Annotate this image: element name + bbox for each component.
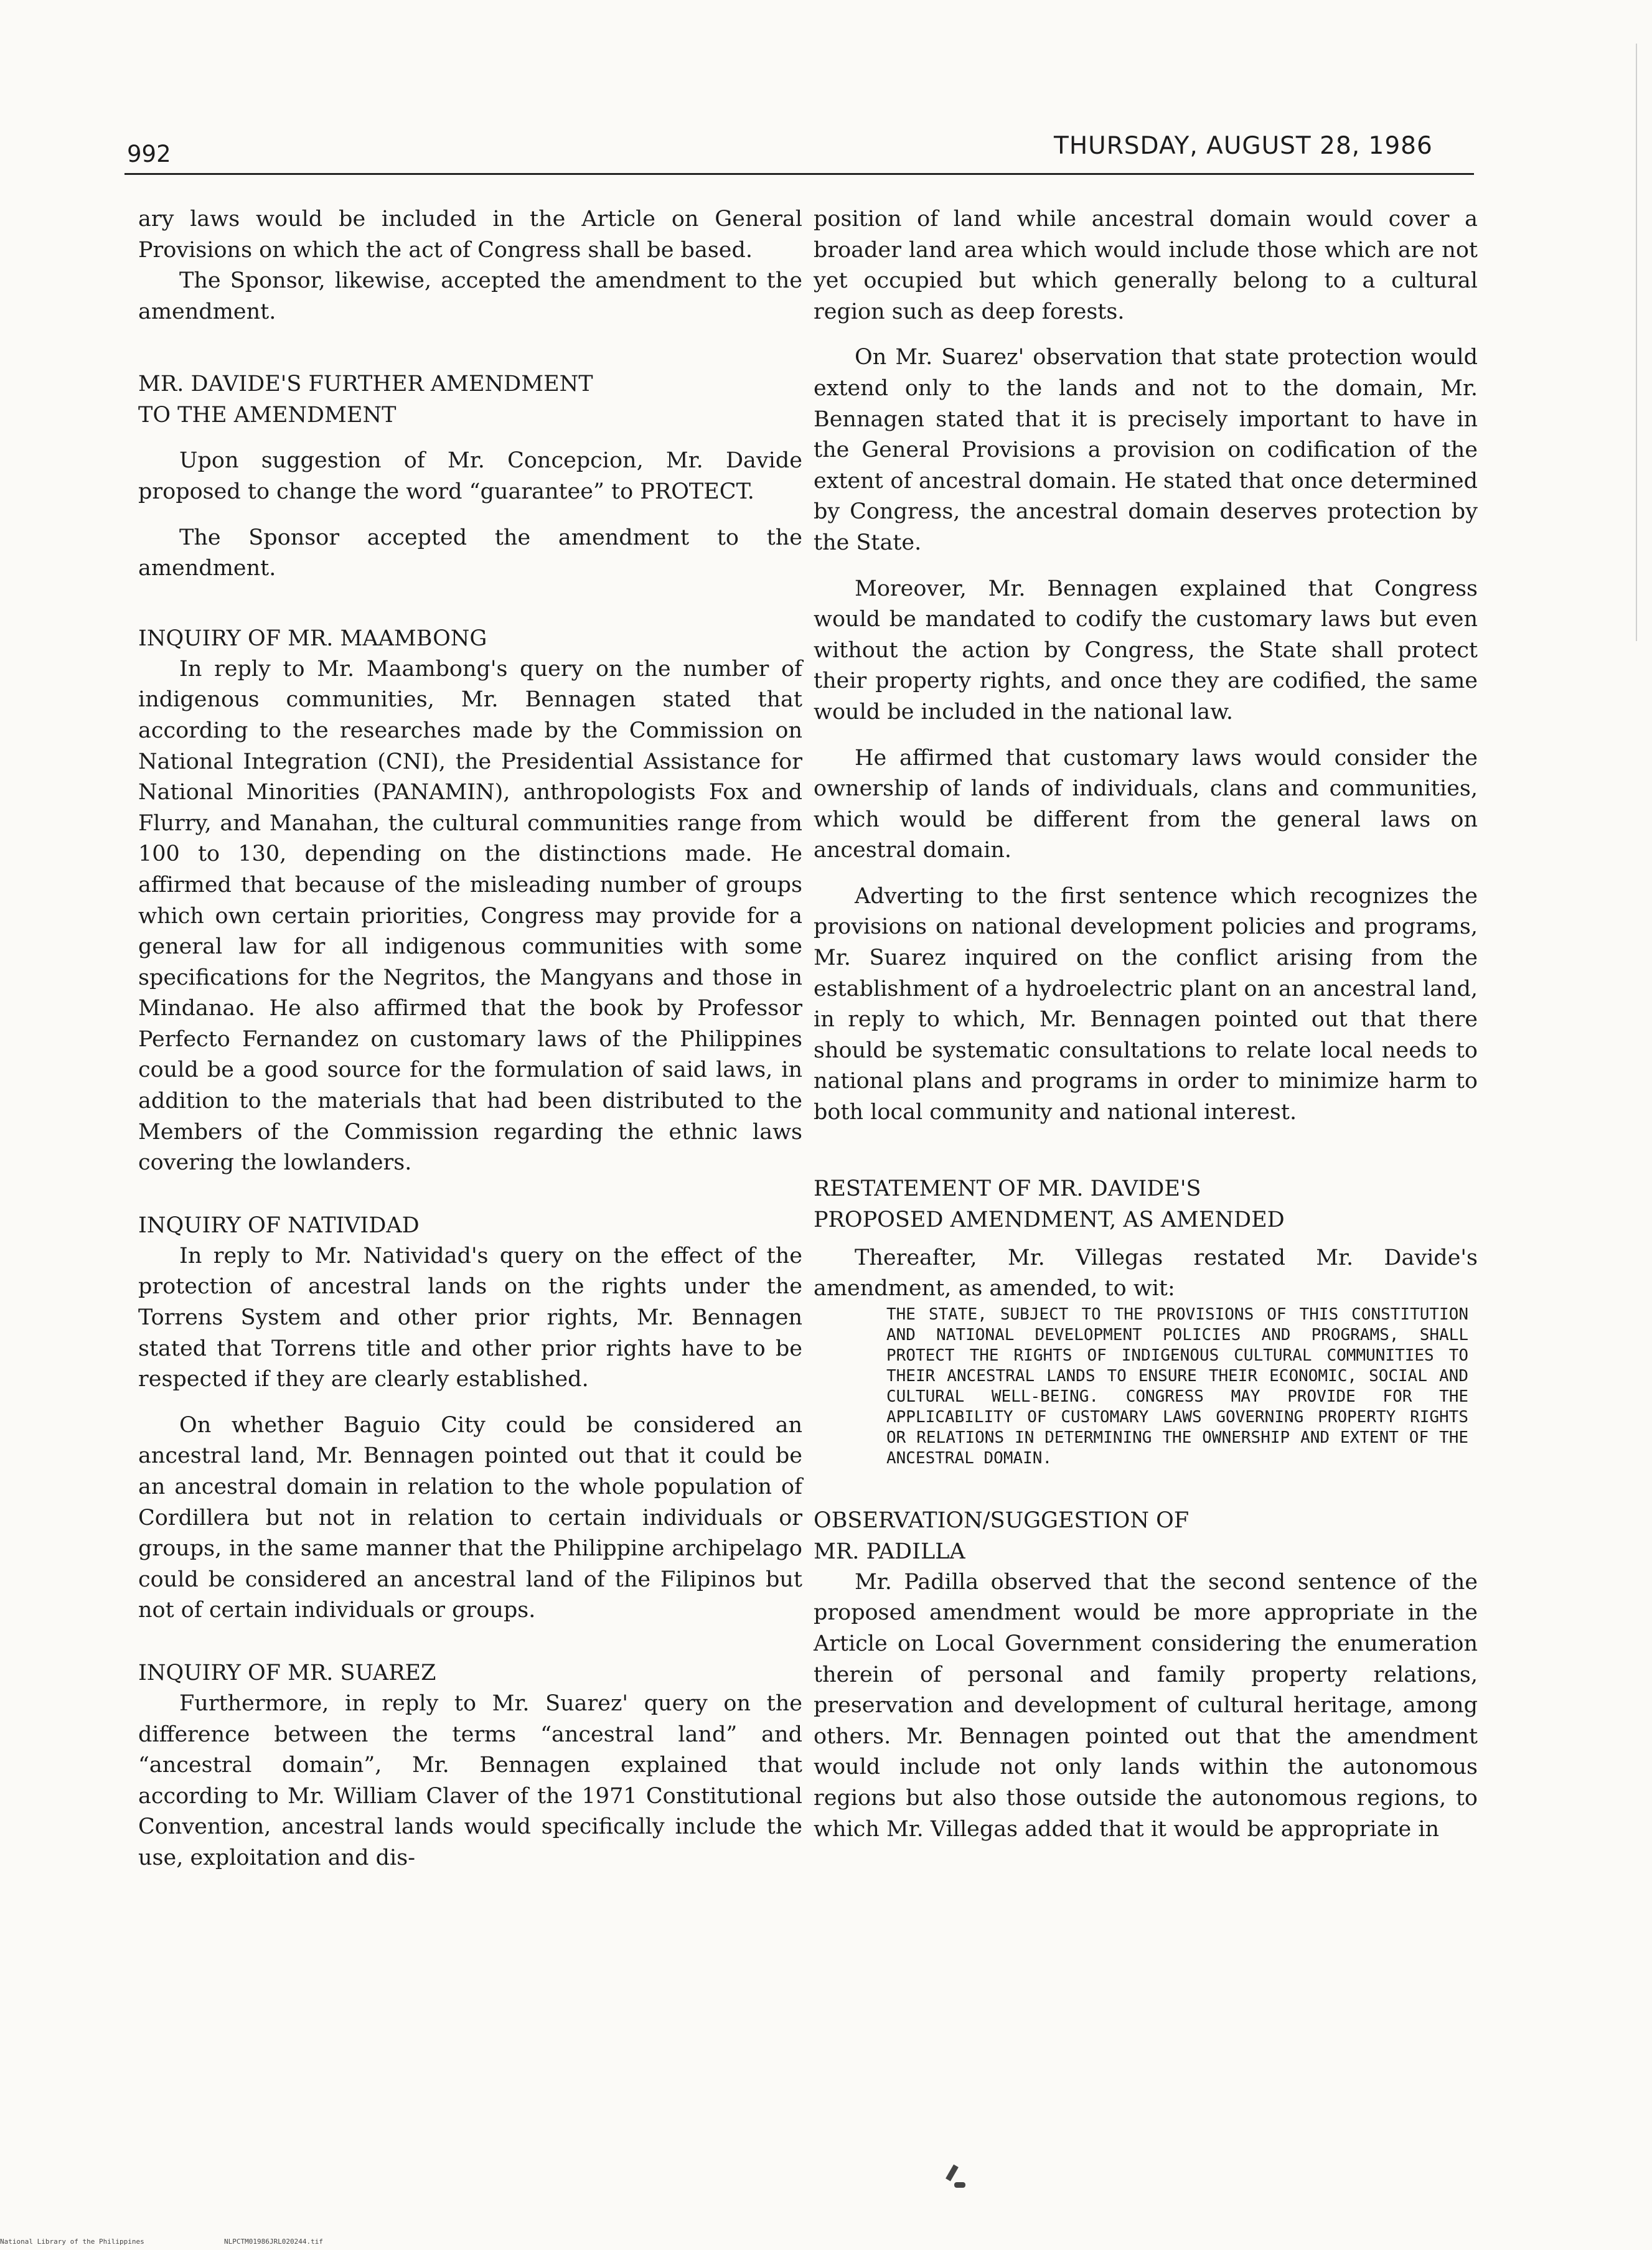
- paragraph: Thereafter, Mr. Villegas restated Mr. Davide's amendment, as amended, to wit:: [814, 1245, 1478, 1301]
- left-column: [138, 204, 802, 1874]
- paragraph: Mr. Padilla observed that the second sentence of the proposed amendment would be more appropriate in the Article on Local Government considering the enumeration therein of personal and family property relations, preservation and development of cultural heritage, among others. Mr. Bennagen pointed out that the amendment would include not only lands within the autonomous regions but also those outside the autonomous regions, to which Mr. Villegas added that it would be appropriate in: [814, 1569, 1478, 1842]
- section-heading: MR. DAVIDE'S FURTHER AMENDMENT TO THE AMENDMENT: [138, 372, 593, 428]
- paragraph: On Mr. Suarez' observation that state protection would extend only to the lands and not to the domain, Mr. Bennagen stated that it is precisely important to have in the General Provisions a provision on codification of the extent of ancestral domain. He stated that once determined by Congress, the ancestral domain deserves protection by the State.: [814, 345, 1478, 555]
- paragraph: Furthermore, in reply to Mr. Suarez' query on the difference between the terms “ancestral land” and “ancestral domain”, Mr. Bennagen explained that according to Mr. William Claver of the 1971 Constitutional Convention, ancestral lands would specifically include the use, exploitation and dis-: [138, 1690, 802, 1870]
- paragraph: In reply to Mr. Maambong's query on the number of indigenous communities, Mr. Bennagen stated that according to the researches made by the Commission on National Integration (CNI), the Presidential Assistance for National Minorities (PANAMIN), anthropologists Fox and Flurry, and Manahan, the cultural communities range from 100 to 130, depending on the distinctions made. He affirmed that because of the misleading number of groups which own certain priorities, Congress may provide for a general law for all indigenous communities with some specifications for the Negritos, the Mangyans and those in Mindanao. He also affirmed that the book by Professor Perfecto Fernandez on customary laws of the Philippines could be a good source for the formulation of said laws, in addition to the materials that had been distributed to the Members of the Commission regarding the ethnic laws covering the lowlanders.: [138, 656, 802, 1176]
- paragraph: Upon suggestion of Mr. Concepcion, Mr. Davide proposed to change the word “guarantee” to PROTECT.: [138, 448, 802, 504]
- section-heading: INQUIRY OF MR. MAAMBONG: [138, 626, 487, 651]
- section-heading: OBSERVATION/SUGGESTION OF MR. PADILLA: [814, 1507, 1190, 1564]
- paragraph: On whether Baguio City could be considered an ancestral land, Mr. Bennagen pointed out that it could be an ancestral domain in relation to the whole population of Cordillera but not in relation to certain individuals or groups, in the same manner that the Philippine archipelago could be considered an ancestral land of the Filipinos but not of certain individuals or groups.: [138, 1412, 802, 1623]
- page-date: THURSDAY, AUGUST 28, 1986: [1054, 132, 1433, 160]
- paragraph: position of land while ancestral domain would cover a broader land area which would include those which are not yet occupied but which generally belong to a cultural region such as deep forests.: [814, 207, 1478, 324]
- footer-library: National Library of the Philippines: [0, 2238, 144, 2246]
- paragraph: The Sponsor accepted the amendment to the amendment.: [138, 525, 802, 581]
- quoted-amendment: THE STATE, SUBJECT TO THE PROVISIONS OF THIS CONSTITUTION AND NATIONAL DEVELOPMENT POLICIES AND PROGRAMS, SHALL PROTECT THE RIGHTS OF INDIGENOUS CULTURAL COMMUNITIES TO THEIR ANCESTRAL LANDS TO ENSURE THEIR ECONOMIC, SOCIAL AND CULTURAL WELL-BEING. CONGRESS MAY PROVIDE FOR THE APPLICABILITY OF CUSTOMARY LAWS GOVERNING PROPERTY RIGHTS OR RELATIONS IN DETERMINING THE OWNERSHIP AND EXTENT OF THE ANCESTRAL DOMAIN.: [886, 1305, 1468, 1468]
- paragraph: He affirmed that customary laws would consider the ownership of lands of individuals, clans and communities, which would be different from the general laws on ancestral domain.: [814, 745, 1478, 863]
- paragraph: Moreover, Mr. Bennagen explained that Congress would be mandated to codify the customary laws but even without the action by Congress, the State shall protect their property rights, and once they are codified, the same would be included in the national law.: [814, 576, 1478, 724]
- section-heading: RESTATEMENT OF MR. DAVIDE'S PROPOSED AMENDMENT, AS AMENDED: [814, 1176, 1285, 1232]
- paragraph: In reply to Mr. Natividad's query on the effect of the protection of ancestral lands on the rights under the Torrens System and other prior rights, Mr. Bennagen stated that Torrens title and other prior rights have to be respected if they are clearly established.: [138, 1243, 802, 1392]
- scan-speck: [954, 2182, 965, 2188]
- page-number: 992: [127, 141, 171, 167]
- paragraph: Adverting to the first sentence which recognizes the provisions on national development policies and programs, Mr. Suarez inquired on the conflict arising from the establishment of a hydroelectric plant on an ancestral land, in reply to which, Mr. Bennagen pointed out that there should be systematic consultations to relate local needs to national plans and programs in order to minimize harm to both local community and national interest.: [814, 883, 1478, 1125]
- footer-file: NLPCTM01986JRL020244.tif: [224, 2238, 323, 2246]
- paragraph: ary laws would be included in the Article on General Provisions on which the act of Congress shall be based.: [138, 207, 802, 263]
- scan-artifact-line: [1636, 44, 1637, 641]
- header-rule: [124, 173, 1474, 175]
- scan-speck: [946, 2164, 959, 2181]
- paragraph: The Sponsor, likewise, accepted the amendment to the amendment.: [138, 268, 802, 324]
- right-column: [814, 204, 1478, 1845]
- section-heading: INQUIRY OF NATIVIDAD: [138, 1212, 420, 1238]
- section-heading: INQUIRY OF MR. SUAREZ: [138, 1660, 436, 1685]
